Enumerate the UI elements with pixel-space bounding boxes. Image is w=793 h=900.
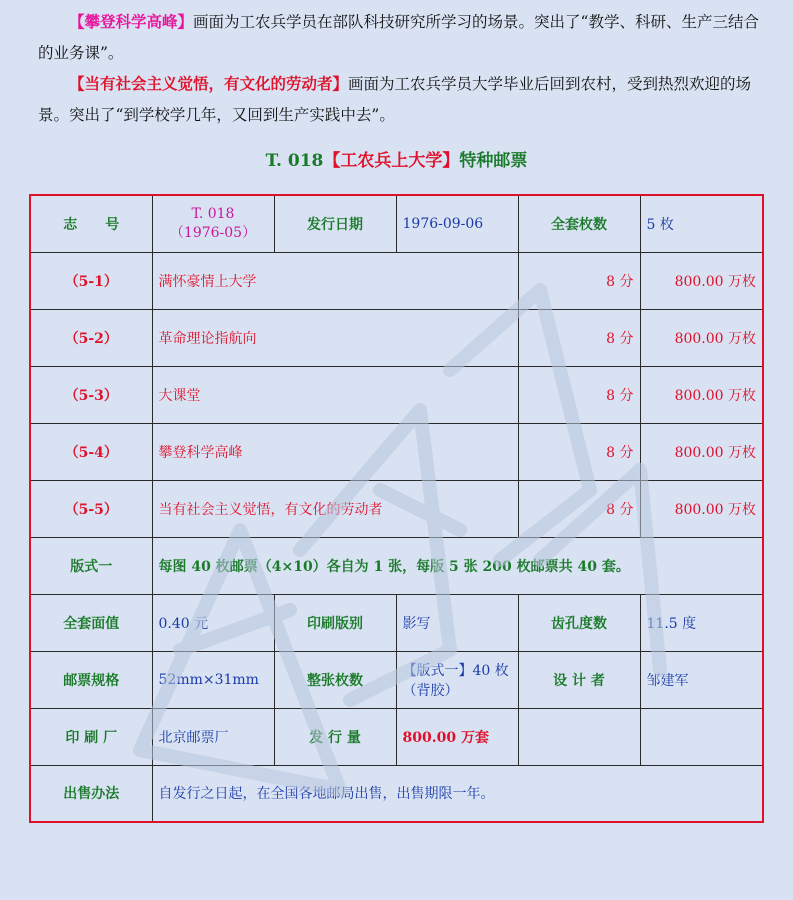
stamp-face-value: 8 分: [518, 309, 640, 366]
set-count-label: 全套枚数: [518, 195, 640, 252]
stamp-quantity: 800.00 万枚: [640, 309, 763, 366]
empty-cell: [518, 708, 640, 765]
table-row: [30, 252, 763, 309]
format-label: 版式一: [30, 537, 152, 594]
stamp-name: 攀登科学高峰: [152, 423, 518, 480]
designer-label: 设 计 者: [518, 651, 640, 708]
stamp-quantity: 800.00 万枚: [640, 366, 763, 423]
set-face-label: 全套面值: [30, 594, 152, 651]
intro-paragraph-2: [38, 68, 763, 131]
print-type-value: 影写: [396, 594, 518, 651]
stamp-face-value: 8 分: [518, 423, 640, 480]
title-name: 【工农兵上大学】: [323, 151, 460, 171]
stamp-name: 当有社会主义觉悟，有文化的劳动者: [152, 480, 518, 537]
set-face-value: 0.40 元: [152, 594, 274, 651]
table-row-printer: [30, 708, 763, 765]
table-row-header: [30, 195, 763, 252]
zhihao-value-line1: T. 018: [191, 205, 235, 222]
stamp-info-table: [29, 194, 764, 823]
sheet-count-label: 整张枚数: [274, 651, 396, 708]
issue-date-label: 发行日期: [274, 195, 396, 252]
printer-value: 北京邮票厂: [152, 708, 274, 765]
paragraph-1-highlight: 【攀登科学高峰】: [69, 12, 194, 31]
zhihao-value: [152, 195, 274, 252]
table-row: [30, 423, 763, 480]
stamp-face-value: 8 分: [518, 252, 640, 309]
stamp-number: （5-3）: [30, 366, 152, 423]
paragraph-2-highlight: 【当有社会主义觉悟，有文化的劳动者】: [69, 74, 349, 93]
perforation-value: 11.5 度: [640, 594, 763, 651]
set-count-value: 5 枚: [640, 195, 763, 252]
stamp-name: 大课堂: [152, 366, 518, 423]
issue-date-value: 1976-09-06: [396, 195, 518, 252]
paragraph-1-text: 画面为工农兵学员在部队科技研究所学习的场景。突出了“教学、科研、生产三结合的业务课”。: [38, 13, 759, 62]
stamp-number: （5-1）: [30, 252, 152, 309]
stamp-name: 满怀豪情上大学: [152, 252, 518, 309]
paragraph-2-text: 画面为工农兵学员大学毕业后回到农村，受到热烈欢迎的场景。突出了“到学校学几年，又回到生产实践中去”。: [38, 75, 752, 124]
sheet-count-value-line1: 【版式一】40 枚: [402, 662, 509, 679]
sale-method-value: 自发行之日起，在全国各地邮局出售，出售期限一年。: [152, 765, 763, 822]
stamp-face-value: 8 分: [518, 366, 640, 423]
table-row-format: [30, 537, 763, 594]
designer-value: 邹建军: [640, 651, 763, 708]
issue-quantity-label: 发 行 量: [274, 708, 396, 765]
stamp-spec-value: 52mm×31mm: [152, 651, 274, 708]
format-value: 每图 40 枚邮票（4×10）各自为 1 张，每版 5 张 200 枚邮票共 40 套。: [152, 537, 763, 594]
stamp-number: （5-2）: [30, 309, 152, 366]
table-row-face: [30, 594, 763, 651]
intro-paragraph-1: [38, 6, 763, 69]
empty-cell: [640, 708, 763, 765]
sheet-count-value: [396, 651, 518, 708]
table-row-spec: [30, 651, 763, 708]
zhihao-value-line2: （1976-05）: [169, 224, 257, 241]
stamp-number: （5-5）: [30, 480, 152, 537]
table-row: [30, 366, 763, 423]
sale-method-label: 出售办法: [30, 765, 152, 822]
stamp-spec-label: 邮票规格: [30, 651, 152, 708]
table-row: [30, 309, 763, 366]
title-suffix: 特种邮票: [459, 151, 528, 171]
stamp-face-value: 8 分: [518, 480, 640, 537]
printer-label: 印 刷 厂: [30, 708, 152, 765]
title-code: T. 018: [265, 151, 324, 171]
zhihao-label: 志 号: [30, 195, 152, 252]
perforation-label: 齿孔度数: [518, 594, 640, 651]
stamp-number: （5-4）: [30, 423, 152, 480]
stamp-quantity: 800.00 万枚: [640, 480, 763, 537]
stamp-quantity: 800.00 万枚: [640, 252, 763, 309]
page-title: [0, 146, 793, 171]
table-row-sale: [30, 765, 763, 822]
sheet-count-value-line2: （背胶）: [402, 682, 459, 699]
stamp-name: 革命理论指航向: [152, 309, 518, 366]
table-row: [30, 480, 763, 537]
stamp-quantity: 800.00 万枚: [640, 423, 763, 480]
print-type-label: 印刷版别: [274, 594, 396, 651]
issue-quantity-value: 800.00 万套: [396, 708, 518, 765]
